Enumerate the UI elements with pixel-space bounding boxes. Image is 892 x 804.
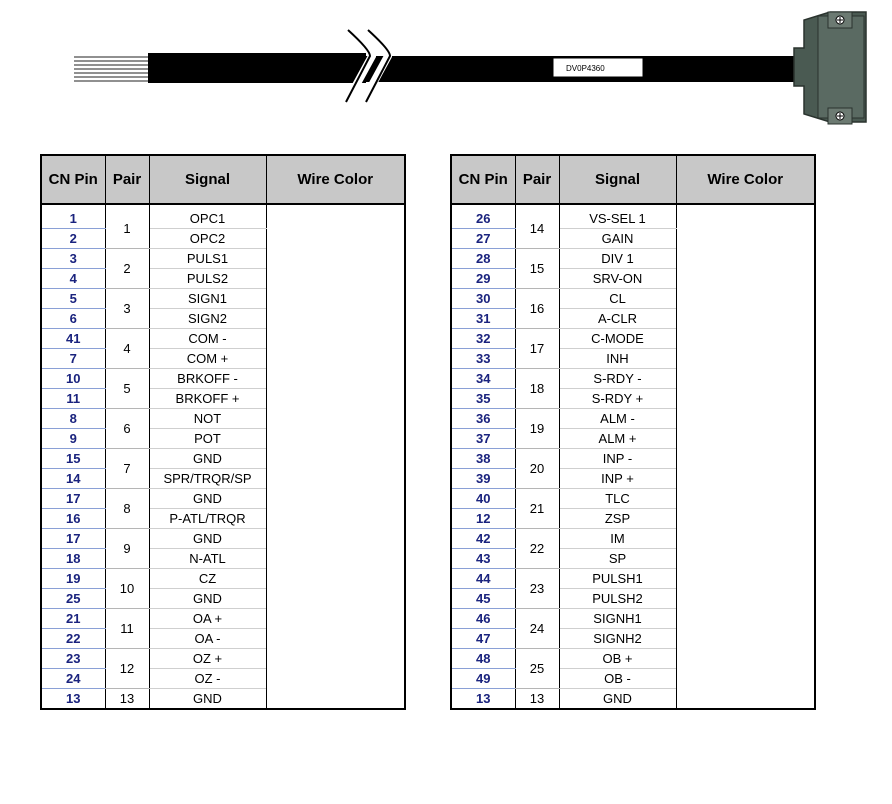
pin-number: 45	[451, 589, 515, 609]
signal-name: GND	[149, 589, 266, 609]
pair-number: 24	[515, 609, 559, 649]
pin-number: 9	[41, 429, 105, 449]
wire-color-cell	[266, 209, 405, 709]
pin-number: 28	[451, 249, 515, 269]
pin-number: 12	[451, 509, 515, 529]
pin-number: 32	[451, 329, 515, 349]
pair-number: 9	[105, 529, 149, 569]
pin-number: 47	[451, 629, 515, 649]
table-header-row	[41, 155, 405, 204]
pin-number: 26	[451, 209, 515, 229]
signal-name: OPC2	[149, 229, 266, 249]
pin-number: 6	[41, 309, 105, 329]
pin-number: 13	[41, 689, 105, 710]
signal-name: SIGNH1	[559, 609, 676, 629]
pin-number: 46	[451, 609, 515, 629]
pin-number: 5	[41, 289, 105, 309]
pin-number: 34	[451, 369, 515, 389]
signal-name: SIGN2	[149, 309, 266, 329]
pin-number: 2	[41, 229, 105, 249]
signal-name: SRV-ON	[559, 269, 676, 289]
pin-number: 27	[451, 229, 515, 249]
signal-name: OPC1	[149, 209, 266, 229]
signal-name: S-RDY -	[559, 369, 676, 389]
signal-name: INP +	[559, 469, 676, 489]
signal-name: C-MODE	[559, 329, 676, 349]
pin-number: 38	[451, 449, 515, 469]
pair-number: 13	[515, 689, 559, 710]
pinout-table-right	[450, 154, 816, 710]
pin-number: 10	[41, 369, 105, 389]
pair-number: 18	[515, 369, 559, 409]
pinout-table-left	[40, 154, 406, 710]
signal-name: OZ +	[149, 649, 266, 669]
signal-name: PULSH2	[559, 589, 676, 609]
signal-name: BRKOFF -	[149, 369, 266, 389]
pair-number: 12	[105, 649, 149, 689]
signal-name: DIV 1	[559, 249, 676, 269]
pin-number: 25	[41, 589, 105, 609]
pin-number: 48	[451, 649, 515, 669]
signal-name: ALM -	[559, 409, 676, 429]
pair-number: 6	[105, 409, 149, 449]
signal-name: GND	[149, 489, 266, 509]
pin-number: 7	[41, 349, 105, 369]
signal-name: CZ	[149, 569, 266, 589]
pin-number: 44	[451, 569, 515, 589]
signal-name: SIGN1	[149, 289, 266, 309]
pair-number: 8	[105, 489, 149, 529]
signal-name: SIGNH2	[559, 629, 676, 649]
pin-number: 1	[41, 209, 105, 229]
pair-number: 23	[515, 569, 559, 609]
pin-number: 17	[41, 489, 105, 509]
pin-number: 49	[451, 669, 515, 689]
table-row	[451, 209, 815, 229]
signal-name: OA -	[149, 629, 266, 649]
pair-number: 7	[105, 449, 149, 489]
signal-name: BRKOFF +	[149, 389, 266, 409]
signal-name: N-ATL	[149, 549, 266, 569]
pin-number: 22	[41, 629, 105, 649]
pin-number: 17	[41, 529, 105, 549]
signal-name: GND	[149, 449, 266, 469]
pin-number: 11	[41, 389, 105, 409]
signal-name: A-CLR	[559, 309, 676, 329]
signal-name: SP	[559, 549, 676, 569]
pin-number: 21	[41, 609, 105, 629]
pin-number: 8	[41, 409, 105, 429]
pair-number: 4	[105, 329, 149, 369]
pair-number: 11	[105, 609, 149, 649]
pin-number: 40	[451, 489, 515, 509]
signal-name: PULS2	[149, 269, 266, 289]
connector-icon	[794, 12, 866, 124]
signal-name: SPR/TRQR/SP	[149, 469, 266, 489]
signal-name: COM +	[149, 349, 266, 369]
header-pair: Pair	[515, 155, 559, 204]
pair-number: 25	[515, 649, 559, 689]
pin-number: 31	[451, 309, 515, 329]
pin-number: 42	[451, 529, 515, 549]
pin-number: 37	[451, 429, 515, 449]
pin-number: 14	[41, 469, 105, 489]
signal-name: ZSP	[559, 509, 676, 529]
signal-name: INH	[559, 349, 676, 369]
pin-number: 36	[451, 409, 515, 429]
pin-number: 24	[41, 669, 105, 689]
signal-name: GND	[149, 689, 266, 710]
header-signal: Signal	[149, 155, 266, 204]
signal-name: VS-SEL 1	[559, 209, 676, 229]
part-number-label: DV0P4360	[566, 64, 605, 73]
cable-jacket-left	[148, 53, 366, 83]
pin-number: 41	[41, 329, 105, 349]
table-row	[41, 209, 405, 229]
header-cn-pin: CN Pin	[41, 155, 105, 204]
pair-number: 10	[105, 569, 149, 609]
pin-number: 13	[451, 689, 515, 710]
pair-number: 19	[515, 409, 559, 449]
header-signal: Signal	[559, 155, 676, 204]
pin-number: 18	[41, 549, 105, 569]
signal-name: INP -	[559, 449, 676, 469]
pair-number: 17	[515, 329, 559, 369]
pin-number: 29	[451, 269, 515, 289]
signal-name: ALM +	[559, 429, 676, 449]
header-wire-color: Wire Color	[266, 155, 405, 204]
pin-number: 35	[451, 389, 515, 409]
pin-number: 23	[41, 649, 105, 669]
pin-number: 30	[451, 289, 515, 309]
signal-name: COM -	[149, 329, 266, 349]
wire-color-cell	[676, 209, 815, 709]
pair-number: 13	[105, 689, 149, 710]
header-wire-color: Wire Color	[676, 155, 815, 204]
pair-number: 22	[515, 529, 559, 569]
pin-number: 16	[41, 509, 105, 529]
signal-name: GAIN	[559, 229, 676, 249]
pair-number: 14	[515, 209, 559, 249]
signal-name: OB +	[559, 649, 676, 669]
signal-name: CL	[559, 289, 676, 309]
loose-wire-ends	[74, 57, 150, 81]
signal-name: IM	[559, 529, 676, 549]
pin-number: 33	[451, 349, 515, 369]
pair-number: 16	[515, 289, 559, 329]
signal-name: OA +	[149, 609, 266, 629]
pin-number: 19	[41, 569, 105, 589]
pair-number: 2	[105, 249, 149, 289]
pair-number: 3	[105, 289, 149, 329]
signal-name: POT	[149, 429, 266, 449]
signal-name: NOT	[149, 409, 266, 429]
pair-number: 15	[515, 249, 559, 289]
pair-number: 21	[515, 489, 559, 529]
pin-number: 43	[451, 549, 515, 569]
signal-name: S-RDY +	[559, 389, 676, 409]
table-header-row	[451, 155, 815, 204]
pin-number: 39	[451, 469, 515, 489]
pair-number: 20	[515, 449, 559, 489]
cable-illustration	[0, 0, 892, 140]
signal-name: GND	[149, 529, 266, 549]
header-pair: Pair	[105, 155, 149, 204]
signal-name: PULS1	[149, 249, 266, 269]
pin-number: 3	[41, 249, 105, 269]
signal-name: P-ATL/TRQR	[149, 509, 266, 529]
header-cn-pin: CN Pin	[451, 155, 515, 204]
signal-name: PULSH1	[559, 569, 676, 589]
pin-number: 15	[41, 449, 105, 469]
signal-name: OZ -	[149, 669, 266, 689]
pair-number: 5	[105, 369, 149, 409]
signal-name: TLC	[559, 489, 676, 509]
signal-name: GND	[559, 689, 676, 710]
signal-name: OB -	[559, 669, 676, 689]
pair-number: 1	[105, 209, 149, 249]
pin-number: 4	[41, 269, 105, 289]
